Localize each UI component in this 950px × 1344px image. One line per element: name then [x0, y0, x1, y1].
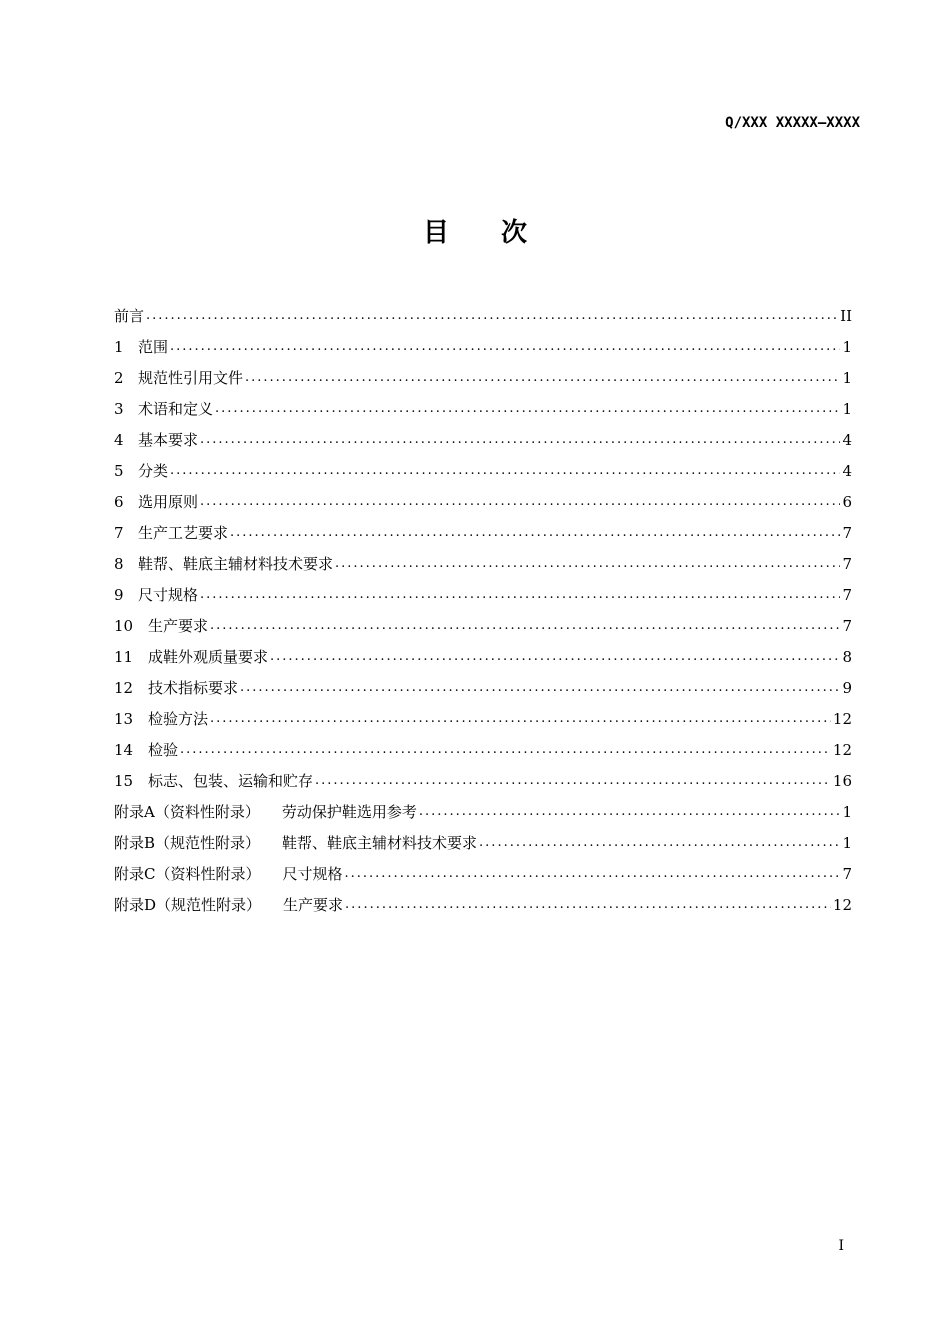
toc-entry-label: 检验 [148, 741, 179, 759]
toc-entry[interactable] [114, 703, 852, 734]
toc-entry-number: 12 [114, 678, 134, 697]
toc-leader-dots [200, 587, 840, 602]
toc-entry-page: 12 [832, 895, 852, 914]
toc-entry-appendix[interactable] [114, 858, 852, 889]
toc-entry[interactable] [114, 393, 852, 424]
toc-entry-appendix[interactable] [114, 827, 852, 858]
toc-leader-dots [200, 494, 840, 509]
toc-entry-page: 12 [832, 709, 852, 728]
toc-entry-page: 7 [842, 616, 852, 635]
toc-leader-dots [210, 618, 840, 633]
toc-entry-label: 鞋帮、鞋底主辅材料技术要求 [282, 834, 478, 852]
toc-entry-page: 1 [842, 368, 852, 387]
toc-entry[interactable] [114, 641, 852, 672]
toc-entry[interactable] [114, 548, 852, 579]
toc-leader-dots [240, 680, 840, 695]
toc-entry-number: 4 [114, 430, 124, 449]
toc-entry-page: 8 [842, 647, 852, 666]
toc-entry[interactable] [114, 362, 852, 393]
toc-leader-dots [200, 432, 840, 447]
table-of-contents [114, 300, 852, 920]
page-number: I [838, 1238, 844, 1254]
toc-entry-page: 4 [842, 461, 852, 480]
toc-entry-page: II [840, 306, 852, 325]
toc-entry-label: 生产要求 [283, 896, 344, 914]
toc-entry-number: 14 [114, 740, 134, 759]
toc-entry-label: 基本要求 [138, 431, 199, 449]
toc-leader-dots [170, 463, 840, 478]
toc-entry[interactable] [114, 486, 852, 517]
toc-entry-number: 10 [114, 616, 134, 635]
toc-entry-page: 9 [842, 678, 852, 697]
toc-leader-dots [315, 773, 831, 788]
toc-appendix-number: 附录B（规范性附录） [114, 834, 261, 852]
title-char-1: 目 [422, 218, 449, 248]
toc-leader-dots [270, 649, 840, 664]
toc-entry-label: 选用原则 [138, 493, 199, 511]
toc-entry-number: 8 [114, 554, 124, 573]
toc-entry-number: 15 [114, 771, 134, 790]
toc-entry-number: 5 [114, 461, 124, 480]
toc-leader-dots [335, 556, 840, 571]
toc-entry[interactable] [114, 455, 852, 486]
toc-leader-dots [230, 525, 840, 540]
toc-leader-dots [479, 835, 840, 850]
toc-entry[interactable] [114, 734, 852, 765]
toc-entry-page: 16 [832, 771, 852, 790]
toc-appendix-number: 附录D（规范性附录） [114, 896, 262, 914]
toc-entry-number: 1 [114, 337, 124, 356]
document-code: Q/XXX XXXXX—XXXX [725, 115, 860, 131]
toc-entry[interactable] [114, 610, 852, 641]
toc-appendix-number: 附录A（资料性附录） [114, 803, 260, 821]
toc-entry[interactable] [114, 672, 852, 703]
toc-entry-label: 劳动保护鞋选用参考 [281, 803, 417, 821]
toc-leader-dots [146, 308, 838, 323]
toc-entry[interactable] [114, 300, 852, 331]
toc-entry-page: 7 [842, 585, 852, 604]
toc-entry-label: 检验方法 [148, 710, 209, 728]
page-title [0, 212, 950, 249]
toc-entry[interactable] [114, 424, 852, 455]
toc-entry-label: 生产要求 [148, 617, 209, 635]
toc-leader-dots [170, 339, 840, 354]
toc-entry-page: 7 [842, 523, 852, 542]
toc-entry[interactable] [114, 331, 852, 362]
toc-entry-label: 规范性引用文件 [138, 369, 244, 387]
toc-leader-dots [245, 370, 840, 385]
toc-entry-page: 7 [842, 864, 852, 883]
toc-entry-label: 范围 [138, 338, 169, 356]
toc-entry-number: 3 [114, 399, 124, 418]
toc-entry-number: 13 [114, 709, 134, 728]
toc-entry-label: 生产工艺要求 [138, 524, 229, 542]
toc-entry-label: 鞋帮、鞋底主辅材料技术要求 [138, 555, 334, 573]
toc-entry-label: 分类 [138, 462, 169, 480]
toc-entry-page: 1 [842, 399, 852, 418]
toc-entry-page: 1 [842, 802, 852, 821]
toc-entry-number: 9 [114, 585, 124, 604]
toc-entry-label: 成鞋外观质量要求 [148, 648, 269, 666]
toc-entry[interactable] [114, 579, 852, 610]
toc-leader-dots [419, 804, 841, 819]
toc-entry-label: 尺寸规格 [138, 586, 199, 604]
toc-entry-page: 6 [842, 492, 852, 511]
toc-entry-page: 4 [842, 430, 852, 449]
toc-leader-dots [210, 711, 831, 726]
title-char-2: 次 [501, 218, 528, 248]
toc-entry-label: 尺寸规格 [282, 865, 343, 883]
toc-entry-page: 1 [842, 833, 852, 852]
toc-leader-dots [345, 866, 841, 881]
toc-entry-page: 7 [842, 554, 852, 573]
toc-appendix-number: 附录C（资料性附录） [114, 865, 261, 883]
toc-entry-page: 1 [842, 337, 852, 356]
toc-entry-number: 11 [114, 647, 134, 666]
toc-entry-number: 2 [114, 368, 124, 387]
toc-leader-dots [180, 742, 831, 757]
toc-entry-label: 技术指标要求 [148, 679, 239, 697]
toc-entry-number: 7 [114, 523, 124, 542]
toc-entry-appendix[interactable] [114, 889, 852, 920]
toc-entry-label: 术语和定义 [138, 400, 214, 418]
toc-entry-label: 标志、包装、运输和贮存 [148, 772, 314, 790]
toc-leader-dots [345, 897, 831, 912]
toc-leader-dots [215, 401, 840, 416]
toc-entry-number: 6 [114, 492, 124, 511]
toc-entry[interactable] [114, 765, 852, 796]
toc-entry-appendix[interactable] [114, 796, 852, 827]
toc-entry-page: 12 [832, 740, 852, 759]
toc-entry[interactable] [114, 517, 852, 548]
toc-entry-label: 前言 [114, 307, 145, 325]
